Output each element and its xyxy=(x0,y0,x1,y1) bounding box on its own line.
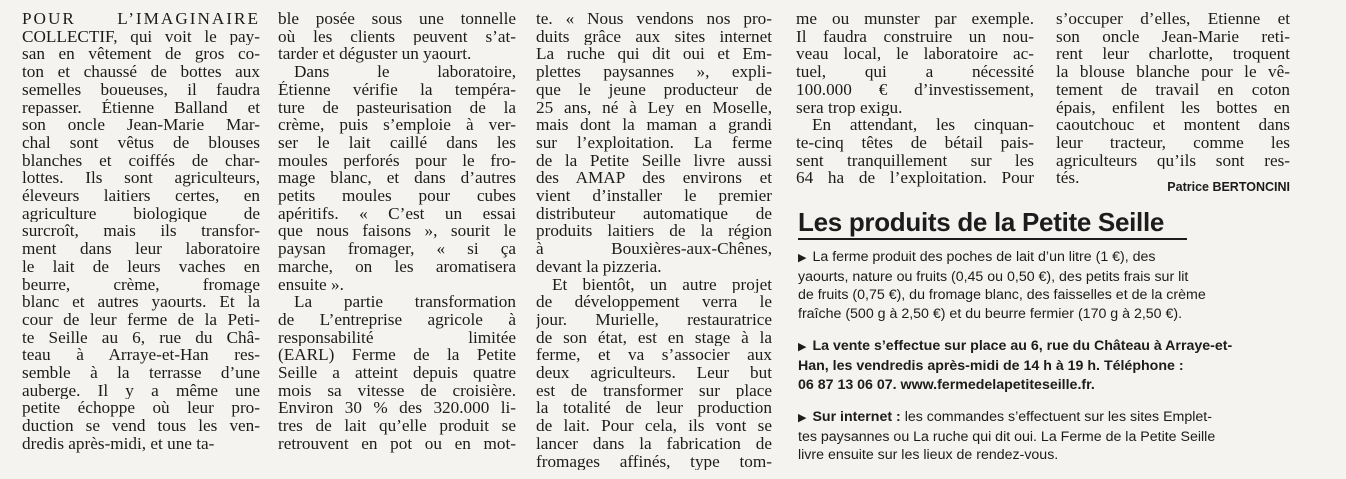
article-line: Dans le laboratoire, xyxy=(294,63,516,81)
article-line: vient d’installer le premier xyxy=(536,187,772,205)
article-line: apéritifs. « C’est un essai xyxy=(278,204,516,223)
info-line: fraîche (500 g à 2,50 €) et du beurre fermier (170 g à 2,50 €). xyxy=(798,305,1183,322)
article-line: teau à Arraye-et-Han res- xyxy=(22,346,260,365)
triangle-bullet-icon: ▶ xyxy=(798,412,807,425)
article-line: que le jeune producteur de xyxy=(536,80,772,99)
article-line: ferme, et va s’associer aux xyxy=(536,346,772,365)
article-line: 64 ha de l’exploitation. Pour xyxy=(796,169,1034,188)
article-line: mage blanc, et dans d’autres xyxy=(278,169,516,188)
article-line: ture de pasteurisation de la xyxy=(278,98,516,117)
article-line: petite échoppe où leur pro- xyxy=(22,399,260,418)
article-line: responsabilité limitée xyxy=(278,328,516,347)
info-line: ▶ La vente s’effectue sur place au 6, rue du Château à Arraye-et- xyxy=(798,338,1233,355)
article-line: devant la pizzeria. xyxy=(536,257,662,276)
article-line: marche, on les aromatisera xyxy=(278,257,516,276)
article-line: ble posée sous une tonnelle xyxy=(278,10,516,28)
info-line: yaourts, nature ou fruits (0,45 ou 0,50 €), des petits frais sur lit xyxy=(798,268,1189,285)
article-line: En attendant, les cinquan- xyxy=(812,116,1034,134)
article-line: de développement verra le xyxy=(536,293,772,311)
article-line: est de transformer sur place xyxy=(536,381,772,400)
article-column-5 xyxy=(1056,10,1290,187)
article-line: moules perforés pour le fro- xyxy=(278,151,516,170)
triangle-bullet-icon: ▶ xyxy=(798,252,807,264)
article-line: POUR L’IMAGINAIRE xyxy=(22,10,260,28)
article-line: de lait. Pour cela, ils vont se xyxy=(536,417,772,435)
article-line: Il faudra construire un nou- xyxy=(796,27,1034,46)
article-line: Seille a atteint depuis quatre xyxy=(278,364,516,382)
article-line: ensuite ». xyxy=(278,275,344,294)
article-line: auberge. Il y a même une xyxy=(22,381,260,400)
article-line: la blouse blanche pour le vê- xyxy=(1056,63,1290,81)
info-paragraph-sales xyxy=(798,337,1268,394)
article-line: blanc et autres yaourts. Et la xyxy=(22,293,260,311)
article-line: de la Petite Seille livre aussi xyxy=(536,151,772,170)
article-line: des AMAP des environs et xyxy=(536,169,772,188)
article-line: éleveurs laitiers certes, en xyxy=(22,187,260,205)
info-line: de fruits (0,75 €), du fromage blanc, des faisselles et de la crème xyxy=(798,287,1206,304)
article-line: sur l’exploitation. La ferme xyxy=(536,133,772,152)
article-line: la totalité de leur production xyxy=(536,399,772,418)
article-line: semble à la terrasse d’une xyxy=(22,364,260,382)
article-line: COLLECTIF, qui voit le pay- xyxy=(22,27,260,46)
article-line: paysan fromager, « si ça xyxy=(278,240,516,258)
article-line: plettes paysannes », expli- xyxy=(536,63,772,81)
article-line: distributeur automatique de xyxy=(536,204,772,223)
info-line: Han, les vendredis après-midi de 14 h à 19 h. Téléphone : xyxy=(798,357,1184,374)
info-line: ▶ La ferme produit des poches de lait d’un litre (1 €), des xyxy=(798,249,1156,265)
article-line: rent leur charlotte, troquent xyxy=(1056,45,1290,64)
article-line: fromages affinés, type tom- xyxy=(536,452,772,471)
article-line: Et bientôt, un autre projet xyxy=(552,275,772,294)
article-line: me ou munster par exemple. xyxy=(796,10,1034,28)
article-line: (EARL) Ferme de la Petite xyxy=(278,346,516,365)
article-line: cour de leur ferme de la Peti- xyxy=(22,310,260,329)
headline-underline xyxy=(798,238,1187,240)
article-column-4 xyxy=(796,10,1034,187)
article-line: de L’entreprise agricole à xyxy=(278,310,516,329)
article-line: que nous faisons », sourit le xyxy=(278,222,516,241)
article-column-1 xyxy=(22,10,260,453)
article-line: tarder et déguster un yaourt. xyxy=(278,45,472,64)
article-line: tres de lait qu’elle produit se xyxy=(278,417,516,435)
article-line: tuel, qui a nécessité xyxy=(796,63,1034,81)
info-line: 06 87 13 06 07. www.fermedelapetiteseille.fr. xyxy=(798,376,1095,393)
box-headline: Les produits de la Petite Seille xyxy=(798,207,1165,237)
article-line: mais dont la maman a grandi xyxy=(536,116,772,134)
article-line: mois sa vitesse de croisière. xyxy=(278,381,516,400)
article-line: Étienne vérifie la tempéra- xyxy=(278,80,516,99)
info-paragraph-products xyxy=(798,248,1268,323)
article-line: chal sont vêtus de blouses xyxy=(22,133,260,152)
article-line: son oncle Jean-Marie Mar- xyxy=(22,116,260,134)
info-line: livre ensuite sur les lieux de rendez-vous. xyxy=(798,447,1059,464)
article-line: san en vêtement de gros co- xyxy=(22,45,260,64)
article-line: deux agriculteurs. Leur but xyxy=(536,364,772,382)
info-line: tes paysannes ou La ruche qui dit oui. La Ferme de la Petite Seille xyxy=(798,428,1216,445)
article-line: 25 ans, né à Ley en Moselle, xyxy=(536,98,772,117)
article-line: surcroît, mais ils transfor- xyxy=(22,222,260,241)
article-column-2 xyxy=(278,10,516,453)
article-line: de son état, est en stage à la xyxy=(536,328,772,347)
article-line: duits grâce aux sites internet xyxy=(536,27,772,46)
info-line: ▶ Sur internet : les commandes s’effectuent sur les sites Emplet- xyxy=(798,409,1212,426)
article-line: Environ 30 % des 320.000 li- xyxy=(278,399,516,418)
article-line: sent tranquillement sur les xyxy=(796,151,1034,170)
article-line: où les clients peuvent s’at- xyxy=(278,27,516,46)
article-line: ton et chaussé de bottes aux xyxy=(22,63,260,81)
article-line: 100.000 € d’investissement, xyxy=(796,80,1034,99)
article-line: tés. xyxy=(1056,169,1080,188)
article-line: veau local, le laboratoire ac- xyxy=(796,45,1034,64)
article-line: retrouvent en pot ou en mot- xyxy=(278,434,516,453)
article-line: crème, puis s’emploie à ver- xyxy=(278,116,516,134)
article-line: blanches et coiffés de char- xyxy=(22,151,260,170)
article-line: semelles boueuses, il faudra xyxy=(22,80,260,99)
article-line: te. « Nous vendons nos pro- xyxy=(536,10,772,28)
article-line: lottes. Ils sont agriculteurs, xyxy=(22,169,260,188)
article-line: ser le lait caillé dans les xyxy=(278,133,516,152)
author-signature: Patrice BERTONCINI xyxy=(1167,180,1290,194)
article-line: sera trop exigu. xyxy=(796,98,903,117)
article-line: duction se vend tous les ven- xyxy=(22,417,260,435)
article-line: repasser. Étienne Balland et xyxy=(22,98,260,117)
article-line: La ruche qui dit oui et Em- xyxy=(536,45,772,64)
triangle-bullet-icon: ▶ xyxy=(798,341,807,354)
article-line: s’occuper d’elles, Etienne et xyxy=(1056,10,1290,28)
article-line: petits moules pour cubes xyxy=(278,187,516,205)
article-line: produits laitiers de la région xyxy=(536,222,772,241)
article-line: te-cinq têtes de bétail pais- xyxy=(796,133,1034,152)
article-line: te Seille au 6, rue du Châ- xyxy=(22,328,260,347)
article-line: agriculture biologique de xyxy=(22,204,260,223)
article-line: épais, enfilent les bottes en xyxy=(1056,98,1290,117)
article-line: son oncle Jean-Marie reti- xyxy=(1056,27,1290,46)
article-line: La partie transformation xyxy=(294,293,516,311)
article-line: tement de travail en coton xyxy=(1056,80,1290,99)
article-column-3 xyxy=(536,10,772,470)
article-line: jour. Murielle, restauratrice xyxy=(536,310,772,329)
article-line: dredis après-midi, et une ta- xyxy=(22,434,215,453)
article-line: à Bouxières-aux-Chênes, xyxy=(536,240,772,258)
article-line: ment dans leur laboratoire xyxy=(22,240,260,258)
info-box xyxy=(798,248,1268,479)
article-line: leur tracteur, comme les xyxy=(1056,133,1290,152)
article-line: le lait de leurs vaches en xyxy=(22,257,260,276)
article-line: beurre, crème, fromage xyxy=(22,275,260,294)
article-line: agriculteurs qu’ils sont res- xyxy=(1056,151,1290,170)
article-line: caoutchouc et montent dans xyxy=(1056,116,1290,134)
info-paragraph-internet xyxy=(798,408,1268,465)
article-line: lancer dans la fabrication de xyxy=(536,434,772,453)
